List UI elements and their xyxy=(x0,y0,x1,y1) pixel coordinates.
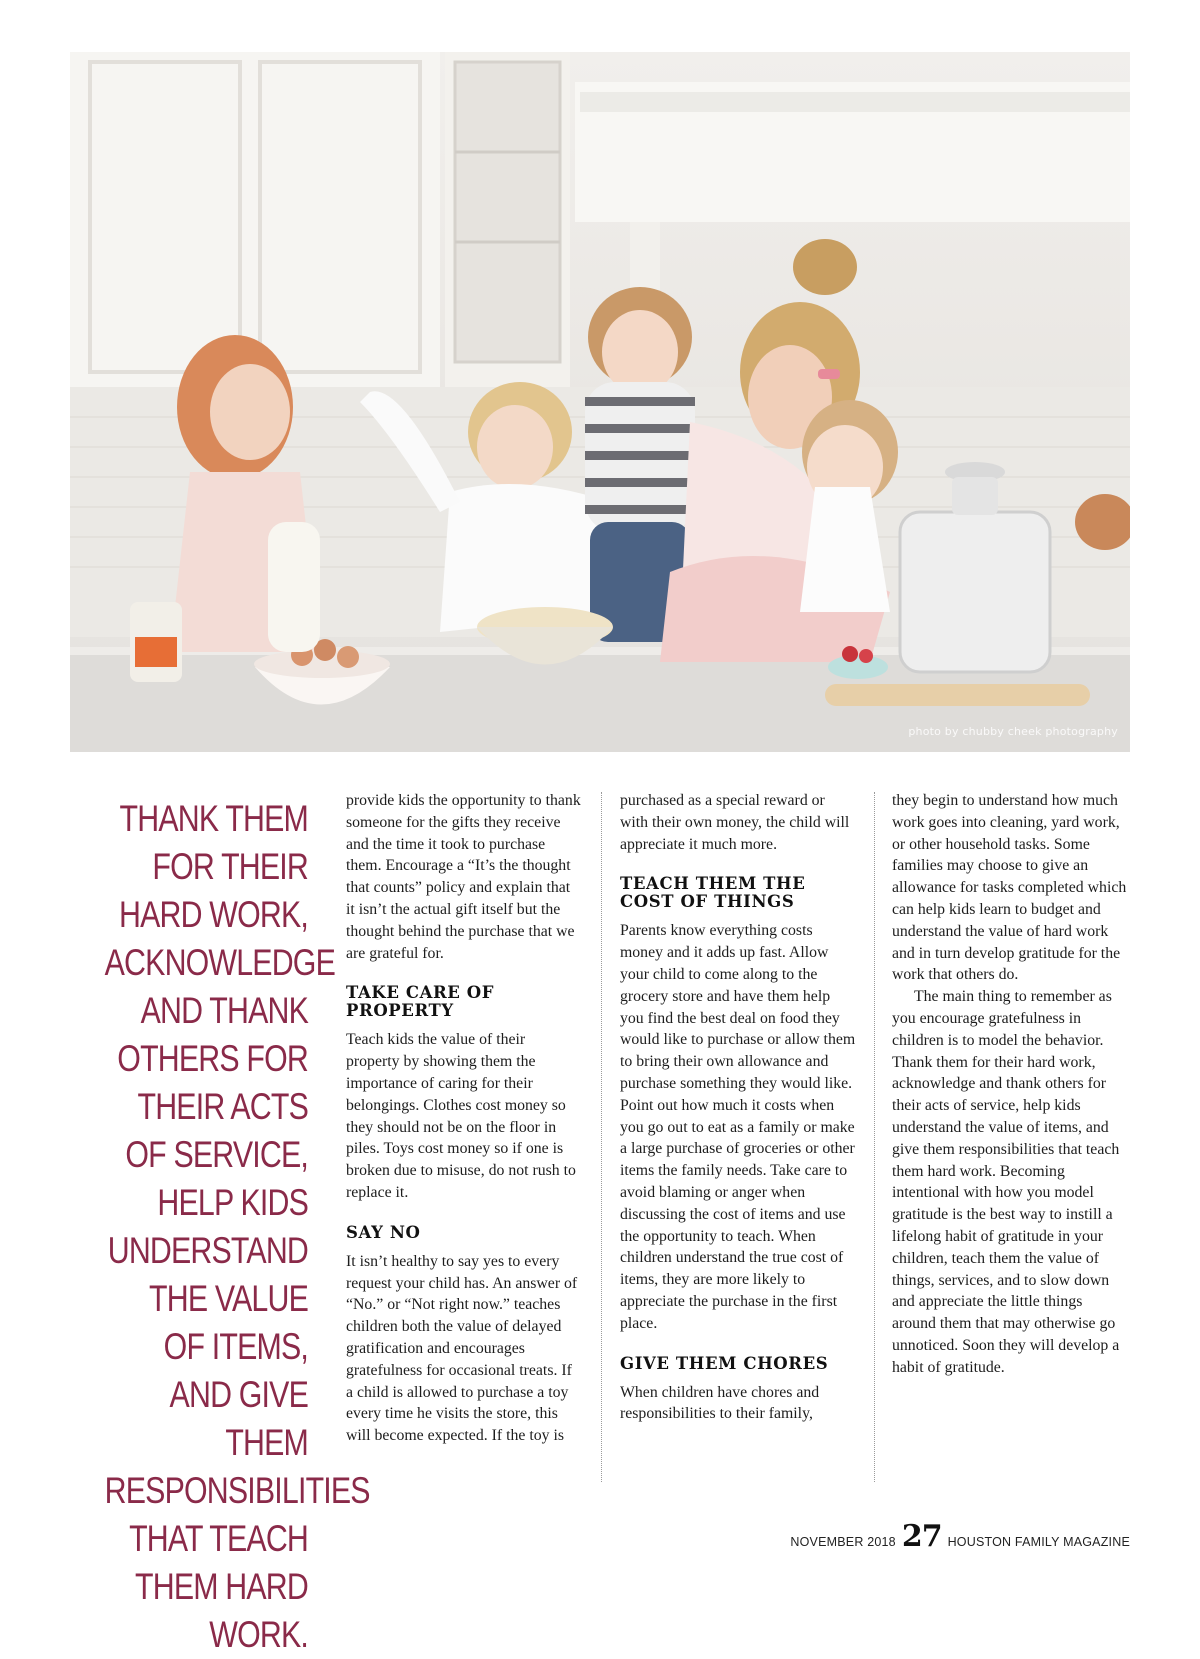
photo-credit: photo by chubby cheek photography xyxy=(908,725,1118,738)
magazine-name: HOUSTON FAMILY MAGAZINE xyxy=(947,1535,1130,1549)
paragraph: provide kids the opportunity to thank someone for the gifts they receive and the time it took to purchase them. Encourage a “It’s the thought that counts” policy and explain that it isn’t the actual gift itself but the thought behind the purchase that we are grateful for. xyxy=(346,792,581,962)
paragraph: purchased as a special reward or with their own money, the child will appreciate it much more. xyxy=(620,792,850,853)
section-heading: GIVE THEM CHORES xyxy=(620,1353,829,1373)
article-column-3 xyxy=(892,790,1128,1379)
column-divider xyxy=(874,792,875,1482)
issue-date: NOVEMBER 2018 xyxy=(790,1535,896,1549)
section-heading: TAKE CARE OF PROPERTY xyxy=(346,983,495,1021)
paragraph: Teach kids the value of their property by showing them the importance of caring for their belongings. Clothes cost money so they should not be on the floor in piles. Toys cost money so if one is broken due to misuse, do not rush to replace it. xyxy=(346,1031,576,1201)
page-number: 27 xyxy=(901,1519,942,1554)
paragraph: When children have chores and responsibilities to their family, xyxy=(620,1383,820,1423)
section-heading: SAY NO xyxy=(346,1222,421,1242)
page-footer xyxy=(790,1519,1130,1554)
kitchen-family-illustration xyxy=(70,52,1130,752)
paragraph: It isn’t healthy to say yes to every request your child has. An answer of “No.” or “Not right now.” teaches children both the value of delayed gratification and encourages gratefulness for occasional treats. If a child is allowed to purchase a toy every time he visits the store, this will become expected. If the toy is xyxy=(346,1252,578,1445)
pull-quote: THANK THEM FOR THEIR HARD WORK, ACKNOWLEDGE AND THANK OTHERS FOR THEIR ACTS OF SERVICE, HELP KIDS UNDERSTAND THE VALUE OF ITEMS, AND GIVE THEM RESPONSIBILITIES THAT TEACH THEM HARD WORK. xyxy=(104,798,370,1655)
article-column-2 xyxy=(620,790,856,1425)
paragraph: they begin to understand how much work goes into cleaning, yard work, or other household tasks. Some families may choose to give an allowance for tasks completed which can help kids learn to budget and understand the value of hard work and in turn develop gratitude for the work that others do. xyxy=(892,792,1127,984)
column-divider xyxy=(601,792,602,1482)
paragraph: The main thing to remember as you encourage gratefulness in children is to model the behavior. Thank them for their hard work, acknowledge and thank others for their acts of service, help kids understand the value of items, and give them responsibilities that teach them hard work. Becoming intentional with how you model gratitude is the best way to instill a lifelong habit of gratitude in your children, teach them the value of things, services, and to slow down and appreciate the little things around them that may otherwise go unnoticed. Soon they will develop a habit of gratitude. xyxy=(892,988,1120,1376)
paragraph: Parents know everything costs money and it adds up fast. Allow your child to come along to the grocery store and have them help you find the best deal on food they would like to purchase or allow them to bring their own allowance and purchase something they would like. Point out how much it costs when you go out to eat as a family or make a large purchase of groceries or other items the family needs. Take care to avoid blaming or anger when discussing the cost of items and use the opportunity to teach. When children understand the true cost of items, they are more likely to appreciate the purchase in the first place. xyxy=(620,922,856,1332)
article-column-1 xyxy=(346,790,582,1447)
article-photo xyxy=(70,52,1130,752)
section-heading: TEACH THEM THE COST OF THINGS xyxy=(620,874,806,912)
